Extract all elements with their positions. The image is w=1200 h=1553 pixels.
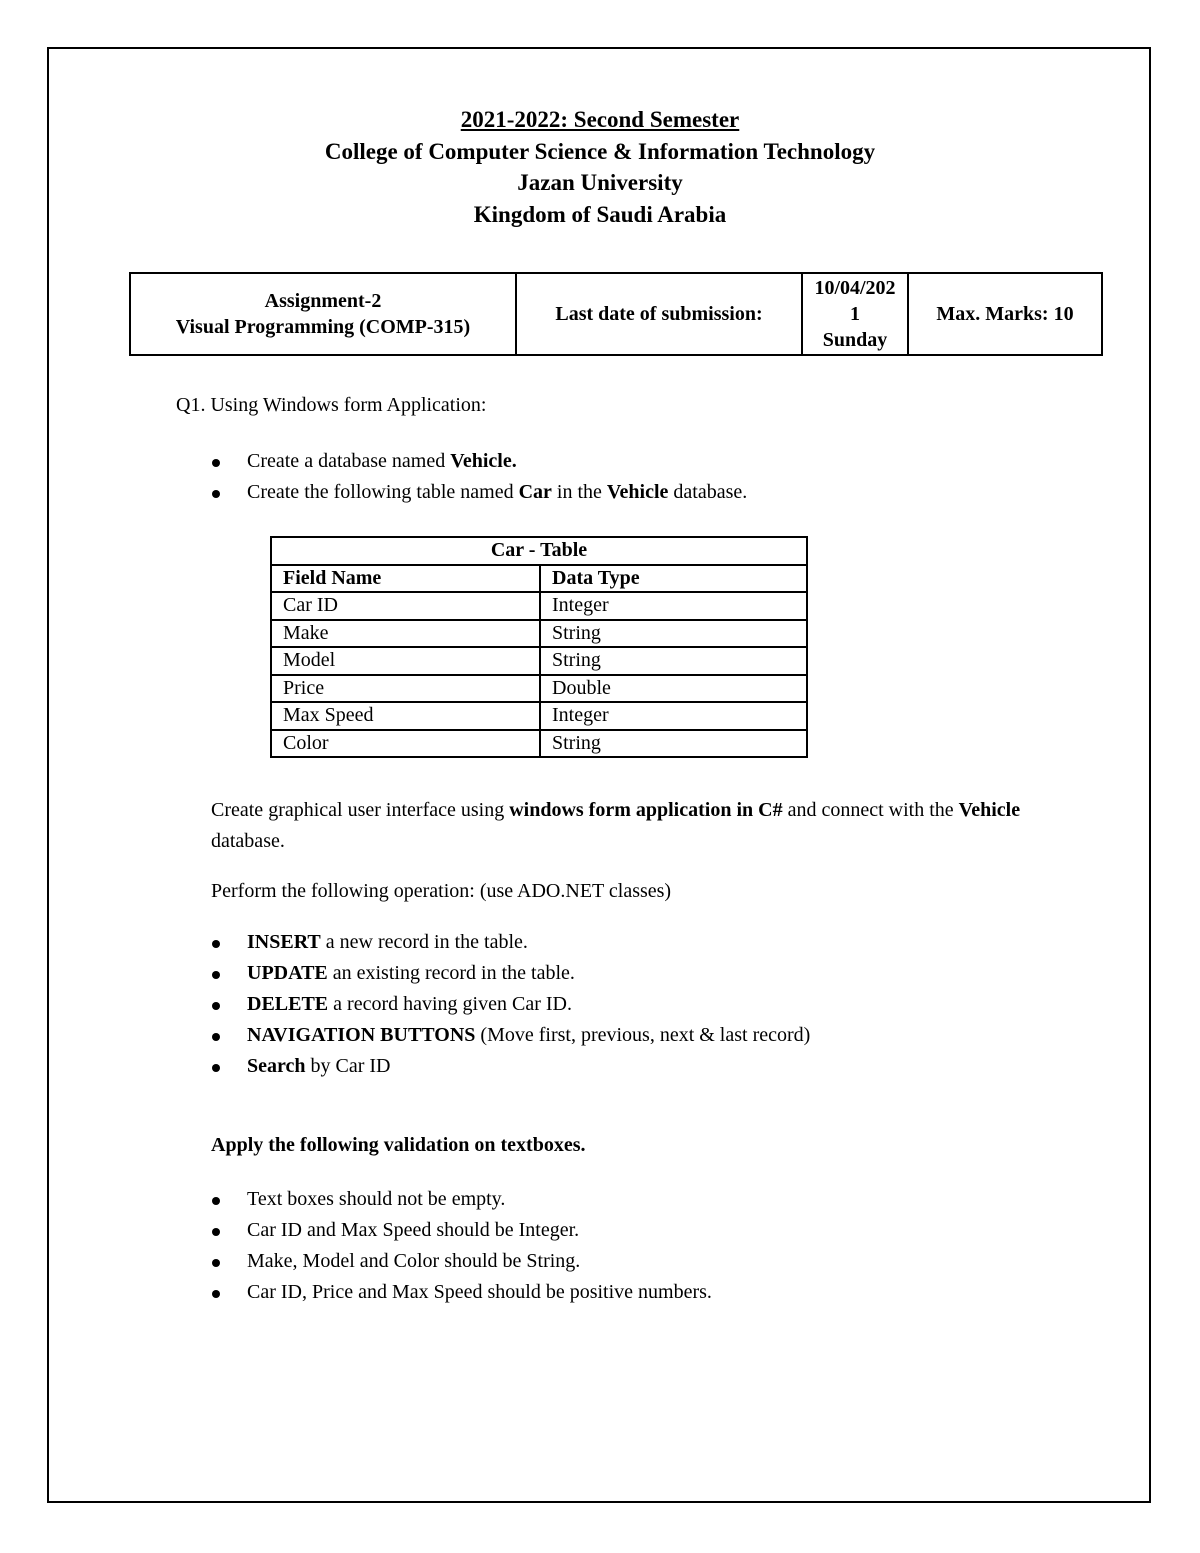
table-cell: Max Speed (271, 702, 540, 730)
table-row (271, 730, 807, 758)
column-header-data-type: Data Type (540, 565, 807, 593)
car-table-title: Car - Table (271, 537, 807, 565)
list-item: Create the following table named Car in the Vehicle database. (210, 477, 747, 508)
submission-label-cell: Last date of submission: (516, 273, 802, 355)
question-title: Q1. Using Windows form Application: (176, 394, 487, 416)
table-cell: Integer (540, 592, 807, 620)
table-row (271, 647, 807, 675)
country-name: Kingdom of Saudi Arabia (473, 201, 727, 227)
task-list (210, 446, 747, 508)
list-item: Text boxes should not be empty. (210, 1184, 712, 1215)
list-item: INSERT a new record in the table. (210, 927, 810, 958)
list-item: Car ID and Max Speed should be Integer. (210, 1215, 712, 1246)
semester-title: 2021-2022: Second Semester (460, 107, 740, 132)
list-item: Search by Car ID (210, 1051, 810, 1082)
table-cell: String (540, 730, 807, 758)
assignment-name: Assignment-2 (264, 290, 382, 312)
date-day: Sunday (822, 329, 888, 351)
table-cell: Car ID (271, 592, 540, 620)
date-part2: 1 (850, 303, 860, 325)
table-row (271, 675, 807, 703)
table-cell: Color (271, 730, 540, 758)
table-cell: Double (540, 675, 807, 703)
validation-heading: Apply the following validation on textboxes. (211, 1134, 586, 1156)
table-cell: Price (271, 675, 540, 703)
column-header-field-name: Field Name (271, 565, 540, 593)
university-name: Jazan University (517, 170, 683, 195)
document-header (0, 104, 1200, 230)
table-cell: Make (271, 620, 540, 648)
list-item: UPDATE an existing record in the table. (210, 958, 810, 989)
table-cell: String (540, 647, 807, 675)
table-cell: String (540, 620, 807, 648)
list-item: Create a database named Vehicle. (210, 446, 747, 477)
submission-date-cell (802, 273, 908, 355)
operations-list (210, 927, 810, 1082)
table-row (271, 592, 807, 620)
date-part1: 10/04/202 (814, 277, 896, 299)
validation-list (210, 1184, 712, 1308)
table-cell: Model (271, 647, 540, 675)
table-row (271, 620, 807, 648)
assignment-info-table (129, 272, 1103, 356)
max-marks-cell: Max. Marks: 10 (908, 273, 1102, 355)
list-item: NAVIGATION BUTTONS (Move first, previous, next & last record) (210, 1020, 810, 1051)
course-name: Visual Programming (COMP-315) (175, 316, 471, 338)
assignment-cell (130, 273, 516, 355)
college-name: College of Computer Science & Information Technology (324, 138, 876, 164)
operations-intro: Perform the following operation: (use ADO.NET classes) (211, 880, 672, 902)
table-cell: Integer (540, 702, 807, 730)
list-item: DELETE a record having given Car ID. (210, 989, 810, 1020)
gui-paragraph: Create graphical user interface using windows form application in C# and connect with the Vehicle database. (211, 799, 1021, 852)
list-item: Make, Model and Color should be String. (210, 1246, 712, 1277)
list-item: Car ID, Price and Max Speed should be positive numbers. (210, 1277, 712, 1308)
table-row (271, 702, 807, 730)
car-table (270, 536, 808, 758)
